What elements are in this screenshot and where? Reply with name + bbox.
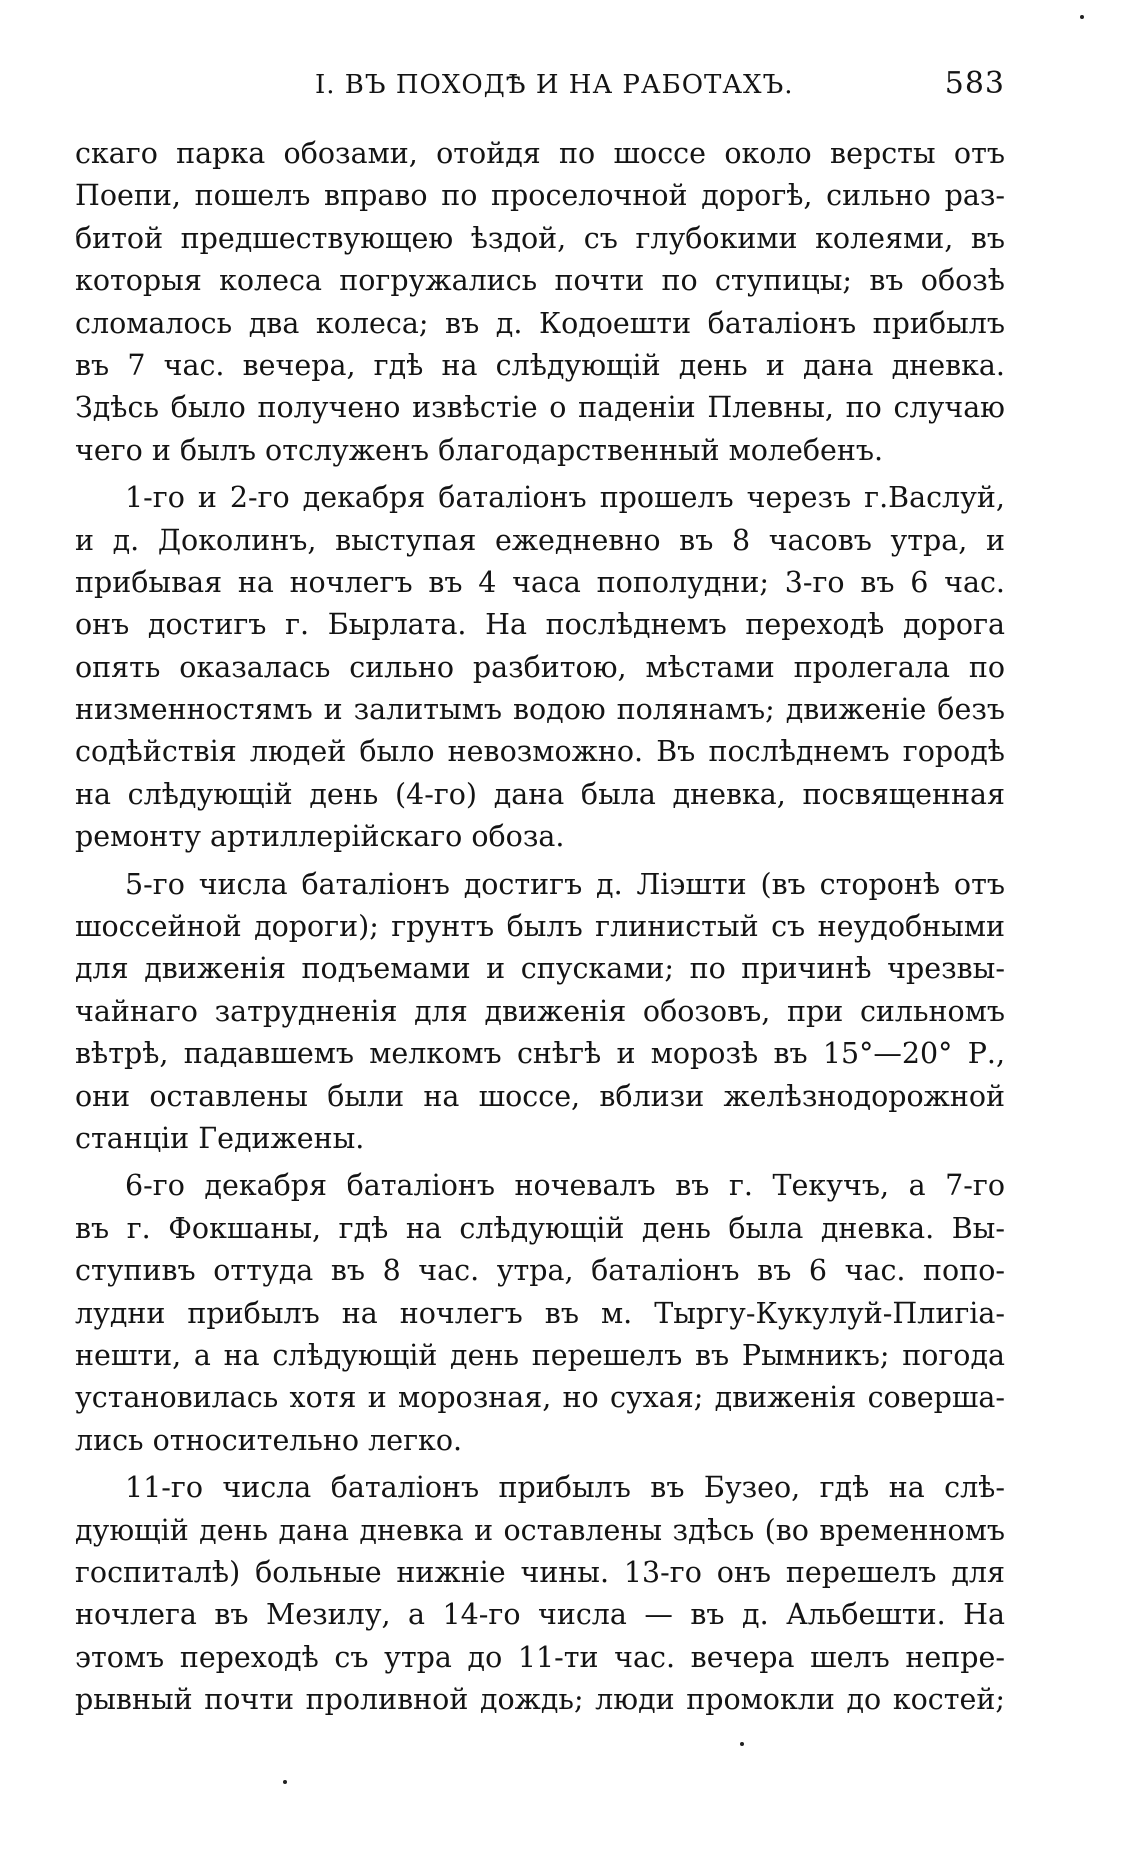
paragraph	[75, 133, 1005, 472]
chapter-title: I. ВЪ ПОХОДѢ И НА РАБОТАХЪ.	[315, 70, 794, 100]
paragraph	[75, 477, 1005, 859]
text-line: установилась хотя и морозная, но сухая; движенія соверша-	[75, 1381, 1005, 1415]
page-number: 583	[944, 66, 1005, 101]
paragraph	[75, 1467, 1005, 1721]
print-speck	[283, 1780, 287, 1784]
text-line: и д. Доколинъ, выступая ежедневно въ 8 часовъ утра, и	[75, 523, 1005, 557]
print-speck	[1080, 15, 1084, 19]
text-line: въ 7 час. вечера, гдѣ на слѣдующій день и дана дневка.	[75, 348, 1005, 382]
paragraph	[75, 1165, 1005, 1462]
text-line: прибывая на ночлегъ въ 4 часа пополудни; 3-го въ 6 час.	[75, 565, 1005, 599]
text-line: дующій день дана дневка и оставлены здѣсь (во временномъ	[75, 1513, 1005, 1547]
text-line: они оставлены были на шоссе, вблизи желѣзнодорожной	[75, 1079, 1005, 1113]
text-line: онъ достигъ г. Бырлата. На послѣднемъ переходѣ дорога	[75, 608, 1005, 642]
text-line: на слѣдующій день (4-го) дана была дневка, посвященная	[75, 777, 1005, 811]
text-line: 11-го числа баталіонъ прибылъ въ Бузео, гдѣ на слѣ-	[125, 1471, 1005, 1505]
print-speck	[740, 1742, 744, 1746]
text-line: низменностямъ и залитымъ водою полянамъ; движеніе безъ	[75, 693, 1005, 727]
text-line: въ г. Фокшаны, гдѣ на слѣдующій день была дневка. Вы-	[75, 1211, 1005, 1245]
text-line: этомъ переходѣ съ утра до 11-ти час. вечера шелъ непре-	[75, 1640, 1005, 1674]
text-line: ночлега въ Мезилу, а 14-го числа — въ д. Альбешти. На	[75, 1598, 1005, 1632]
text-line: лудни прибылъ на ночлегъ въ м. Тыргу-Кукулуй-Плигіа-	[75, 1296, 1005, 1330]
running-head	[75, 66, 1005, 110]
text-line: лись относительно легко.	[75, 1423, 463, 1457]
text-line: ремонту артиллерійскаго обоза.	[75, 820, 565, 854]
text-line: чего и былъ отслуженъ благодарственный молебенъ.	[75, 433, 884, 467]
text-line: Поепи, пошелъ вправо по проселочной дорогѣ, сильно раз-	[75, 179, 1005, 213]
text-line: Здѣсь было получено извѣстіе о паденіи Плевны, по случаю	[75, 391, 1005, 425]
text-line: 5-го числа баталіонъ достигъ д. Ліэшти (въ сторонѣ отъ	[125, 867, 1005, 901]
text-line: битой предшествующею ѣздой, съ глубокими колеями, въ	[75, 221, 1005, 255]
text-line: рывный почти проливной дождь; люди промокли до костей;	[75, 1683, 1005, 1717]
text-line: ступивъ оттуда въ 8 час. утра, баталіонъ въ 6 час. попо-	[75, 1254, 1005, 1288]
text-line: станціи Гедижены.	[75, 1121, 365, 1155]
text-line: 6-го декабря баталіонъ ночевалъ въ г. Текучъ, а 7-го	[125, 1169, 1005, 1203]
text-line: опять оказалась сильно разбитою, мѣстами пролегала по	[75, 650, 1005, 684]
text-line: чайнаго затрудненія для движенія обозовъ, при сильномъ	[75, 994, 1005, 1028]
text-line: шоссейной дороги); грунтъ былъ глинистый съ неудобными	[75, 910, 1005, 944]
text-line: вѣтрѣ, падавшемъ мелкомъ снѣгѣ и морозѣ въ 15°—20° Р.,	[75, 1037, 1005, 1071]
text-line: госпиталѣ) больные нижніе чины. 13-го онъ перешелъ для	[75, 1555, 1005, 1589]
paragraph	[75, 864, 1005, 1161]
text-line: которыя колеса погружались почти по ступицы; въ обозѣ	[75, 264, 1005, 298]
body-text	[75, 133, 1005, 1726]
text-line: содѣйствія людей было невозможно. Въ послѣднемъ городѣ	[75, 735, 1005, 769]
text-line: нешти, а на слѣдующій день перешелъ въ Рымникъ; погода	[75, 1338, 1005, 1372]
text-line: для движенія подъемами и спусками; по причинѣ чрезвы-	[75, 952, 1005, 986]
text-line: скаго парка обозами, отойдя по шоссе около версты отъ	[75, 137, 1005, 170]
text-line: 1-го и 2-го декабря баталіонъ прошелъ черезъ г.Васлуй,	[125, 481, 1005, 515]
text-line: сломалось два колеса; въ д. Кодоешти баталіонъ прибылъ	[75, 306, 1005, 340]
